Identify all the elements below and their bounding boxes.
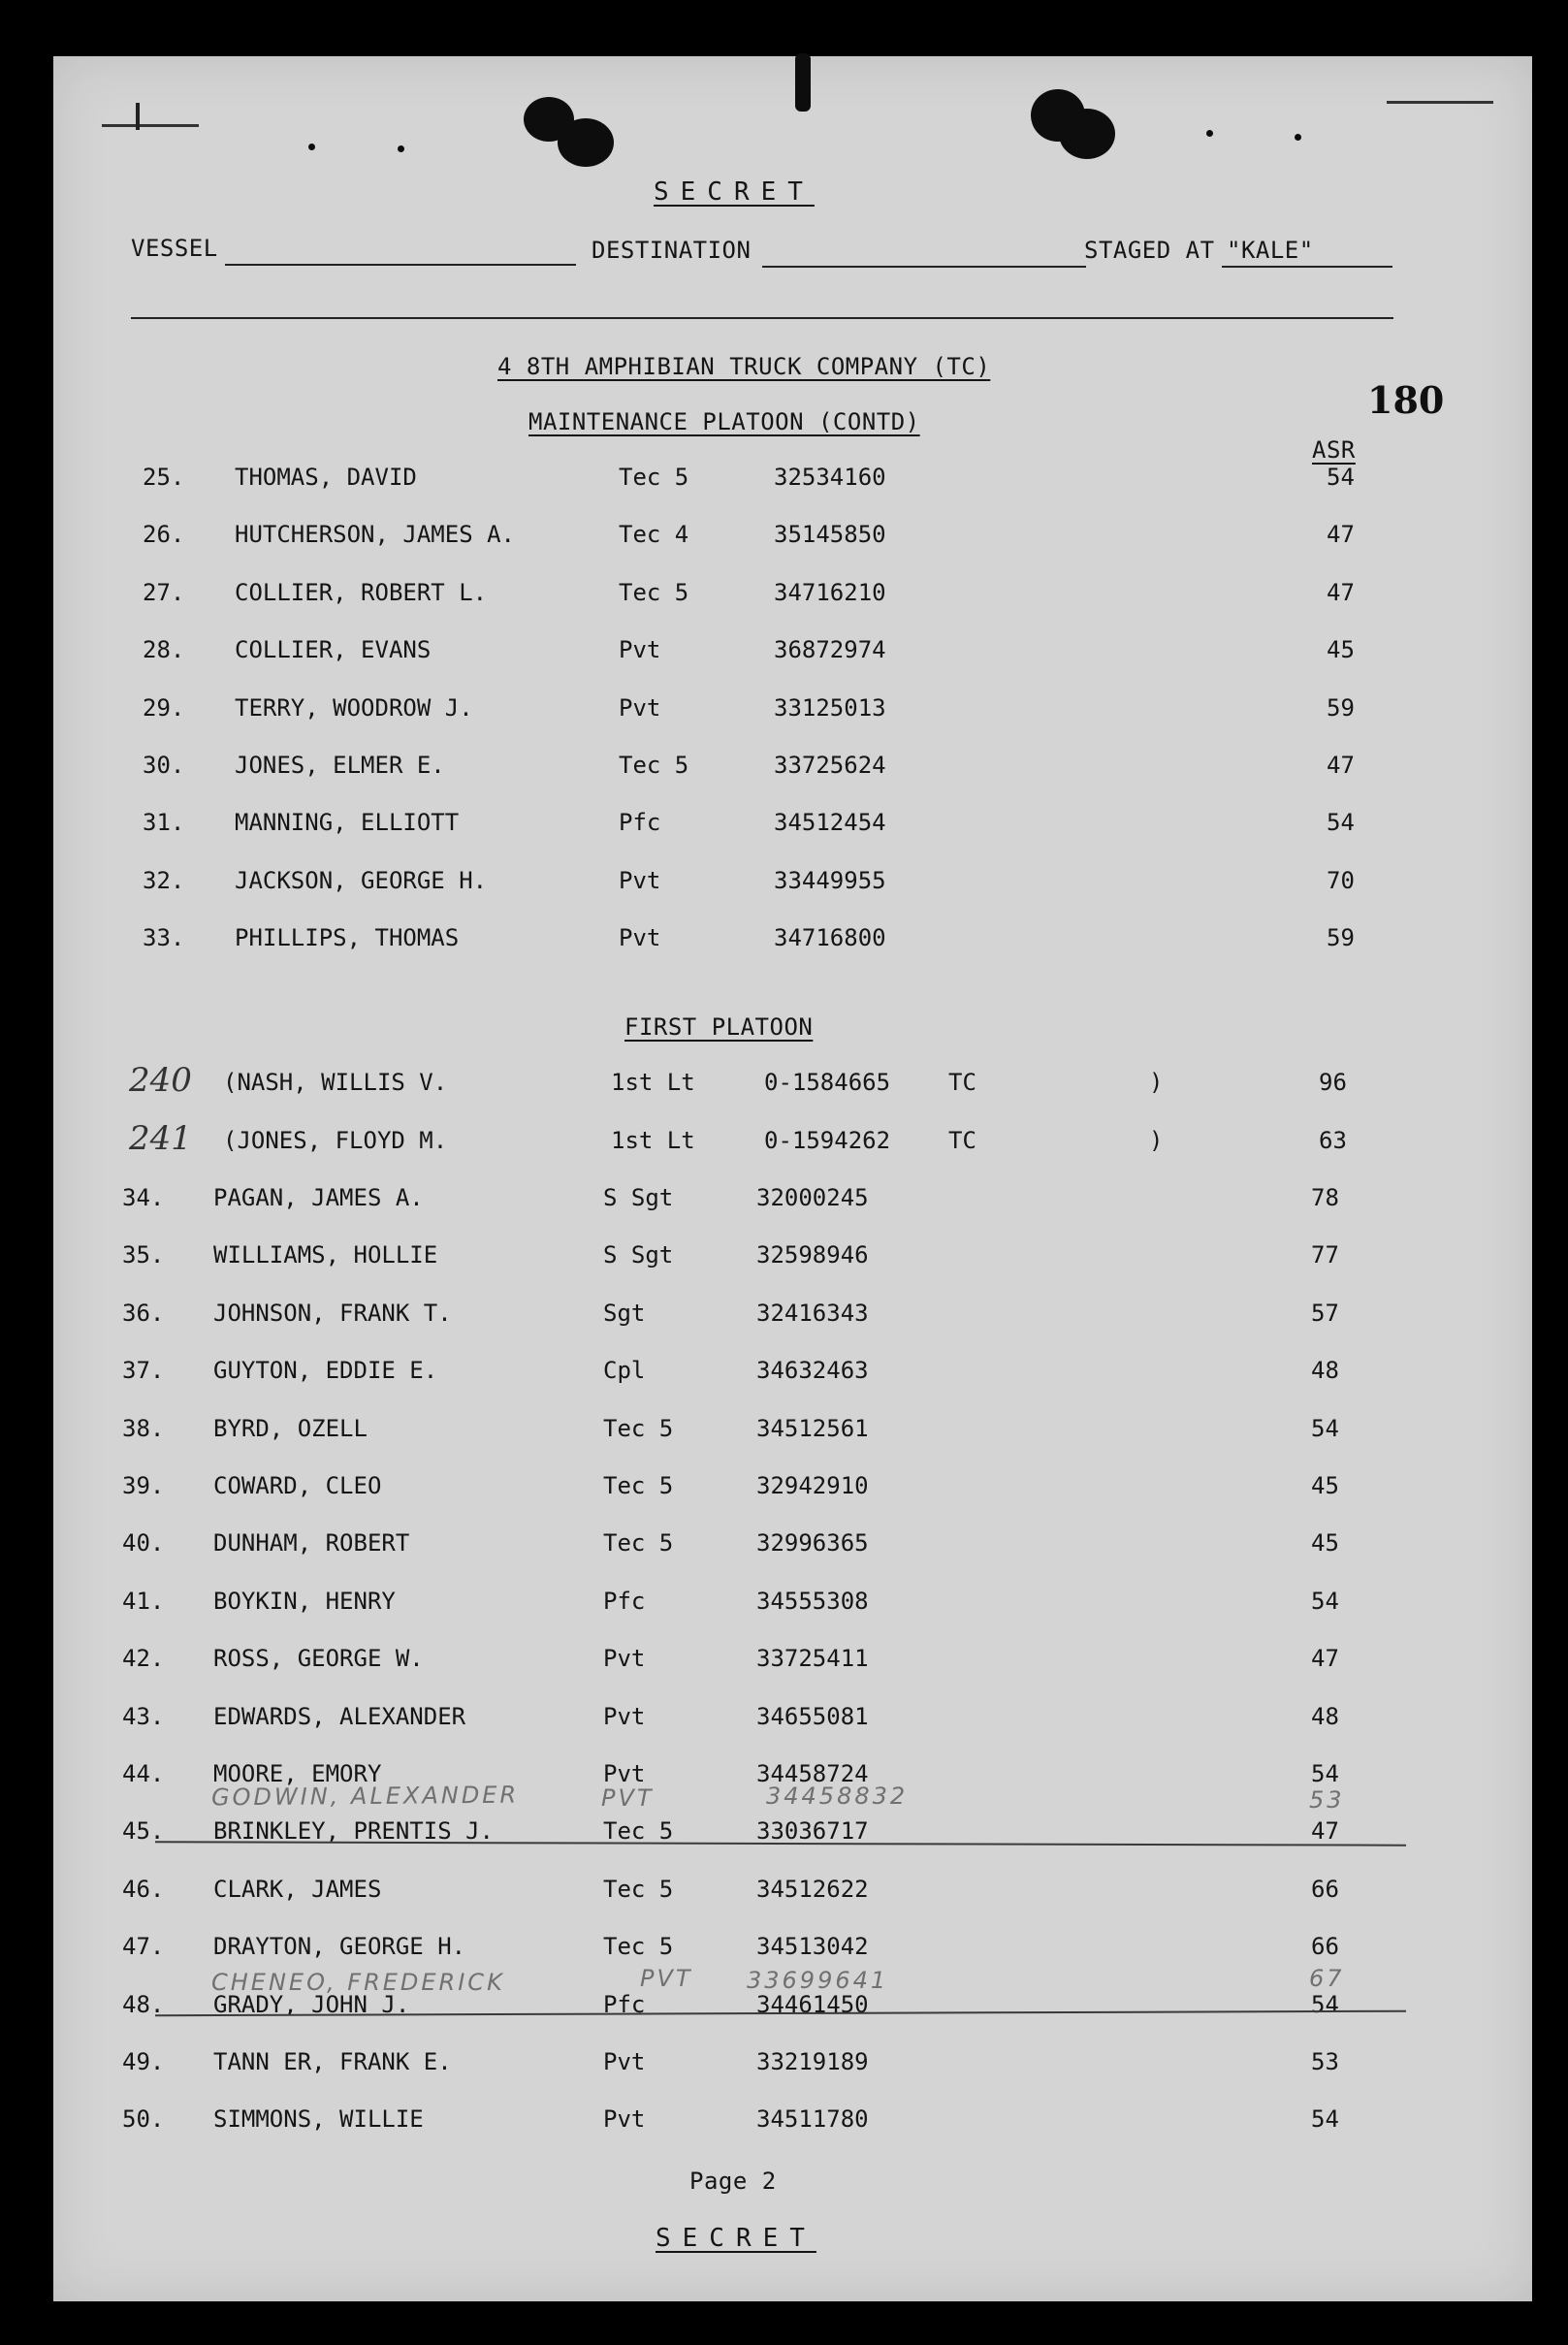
soldier-name: TANN ER, FRANK E. (213, 2048, 452, 2075)
dot-mark (1206, 130, 1213, 137)
rank: Pvt (619, 866, 661, 894)
classification-bottom: SECRET (656, 2224, 816, 2253)
serial-number: 34512622 (756, 1875, 869, 1903)
rank: Pfc (603, 1587, 646, 1615)
rank: Tec 5 (619, 578, 689, 606)
serial-number: 32416343 (756, 1299, 869, 1327)
asr-score: 54 (1327, 464, 1355, 491)
vessel-label: VESSEL (131, 235, 218, 262)
asr-column-header: ASR (1312, 436, 1356, 464)
staged-blank (1222, 266, 1392, 268)
header-rule (131, 317, 1393, 319)
rank: Tec 5 (603, 1472, 674, 1499)
row-number: 32. (143, 866, 185, 894)
soldier-name: JACKSON, GEORGE H. (235, 866, 488, 894)
asr-score: 59 (1327, 693, 1355, 722)
row-number: 45. (122, 1817, 165, 1846)
row-number: 50. (122, 2105, 165, 2134)
asr-score: 48 (1311, 1702, 1339, 1730)
rank: Pfc (619, 809, 661, 837)
rank: S Sgt (603, 1184, 674, 1211)
staged-value: "KALE" (1227, 237, 1314, 264)
row-number: 49. (122, 2048, 165, 2075)
rank: S Sgt (603, 1241, 674, 1269)
serial-number: 34511780 (756, 2105, 869, 2134)
pencil-note-serial: 34458832 (766, 1783, 909, 1810)
roster-row (0, 752, 1568, 785)
soldier-name: EDWARDS, ALEXANDER (213, 1702, 466, 1730)
punch-hole (1059, 109, 1115, 159)
soldier-name: SIMMONS, WILLIE (213, 2105, 424, 2134)
row-number: 26. (143, 521, 185, 549)
serial-number: 0-1584665 (764, 1069, 891, 1096)
asr-score: 59 (1327, 924, 1355, 952)
asr-score: 53 (1311, 2048, 1339, 2075)
serial-number: 33449955 (774, 866, 886, 894)
rank: Pvt (603, 1760, 646, 1787)
asr-score: 78 (1311, 1184, 1339, 1211)
asr-score: 70 (1327, 866, 1355, 894)
serial-number: 32534160 (774, 464, 886, 491)
row-number: 44. (122, 1760, 165, 1787)
officer-name: (JONES, FLOYD M. (223, 1126, 448, 1154)
row-number: 33. (143, 924, 185, 952)
soldier-name: TERRY, WOODROW J. (235, 693, 473, 722)
soldier-name: HUTCHERSON, JAMES A. (235, 521, 515, 549)
rank: Pvt (619, 636, 661, 664)
rank: Tec 5 (603, 1875, 674, 1903)
serial-number: 34461450 (756, 1990, 869, 2018)
platoon-title: MAINTENANCE PLATOON (CONTD) (528, 408, 920, 435)
row-number: 240 (129, 1061, 192, 1100)
officer-row (0, 1118, 1568, 1160)
corner-mark-left (136, 103, 140, 130)
asr-score: 47 (1327, 578, 1355, 606)
dot-mark (1295, 134, 1301, 141)
asr-score: 96 (1319, 1069, 1347, 1096)
rank: Pvt (619, 693, 661, 722)
roster-row (0, 2048, 1568, 2081)
row-number: 35. (122, 1241, 165, 1269)
serial-number: 33125013 (774, 693, 886, 722)
rank: 1st Lt (611, 1126, 695, 1154)
asr-score: 57 (1311, 1299, 1339, 1327)
serial-number: 32942910 (756, 1472, 869, 1499)
roster-row (0, 809, 1568, 842)
rank: Tec 4 (619, 521, 689, 549)
pencil-note-asr: 67 (1309, 1965, 1345, 1992)
bracket: ) (1149, 1069, 1164, 1096)
roster-row (0, 1933, 1568, 1966)
serial-number: 32598946 (756, 1241, 869, 1269)
row-number: 40. (122, 1529, 165, 1558)
soldier-name: MANNING, ELLIOTT (235, 809, 460, 837)
roster-row (0, 1241, 1568, 1274)
asr-score: 48 (1311, 1357, 1339, 1385)
page-number: Page 2 (689, 2168, 777, 2195)
row-number: 29. (143, 693, 185, 722)
rank: Pvt (603, 1702, 646, 1730)
row-number: 42. (122, 1645, 165, 1673)
asr-score: 45 (1311, 1472, 1339, 1499)
soldier-name: PAGAN, JAMES A. (213, 1184, 424, 1211)
rank: Pvt (619, 924, 661, 952)
roster-row (0, 1703, 1568, 1736)
corner-mark-left (102, 124, 199, 127)
serial-number: 34555308 (756, 1587, 869, 1615)
soldier-name: COWARD, CLEO (213, 1472, 382, 1499)
serial-number: 34716800 (774, 924, 886, 952)
soldier-name: JOHNSON, FRANK T. (213, 1299, 452, 1327)
branch: TC (948, 1126, 976, 1154)
pencil-note-asr: 53 (1309, 1786, 1345, 1814)
row-number: 36. (122, 1299, 165, 1327)
soldier-name: BYRD, OZELL (213, 1414, 368, 1442)
asr-score: 54 (1311, 1990, 1339, 2018)
row-number: 46. (122, 1875, 165, 1903)
soldier-name: JONES, ELMER E. (235, 752, 445, 779)
roster-row (0, 694, 1568, 727)
soldier-name: COLLIER, ROBERT L. (235, 578, 488, 606)
soldier-name: GRADY, JOHN J. (213, 1990, 410, 2018)
bracket: ) (1149, 1126, 1164, 1154)
soldier-name: BRINKLEY, PRENTIS J. (213, 1817, 494, 1846)
serial-number: 32996365 (756, 1529, 869, 1558)
roster-row (0, 1529, 1568, 1562)
asr-score: 45 (1311, 1529, 1339, 1558)
rank: Pvt (603, 2105, 646, 2134)
rank: Tec 5 (619, 464, 689, 491)
pencil-note-rank: PVT (640, 1965, 693, 1992)
serial-number: 34512454 (774, 809, 886, 837)
row-number: 43. (122, 1702, 165, 1730)
serial-number: 33219189 (756, 2048, 869, 2075)
serial-number: 36872974 (774, 636, 886, 664)
serial-number: 33725411 (756, 1645, 869, 1673)
roster-row (0, 867, 1568, 900)
pencil-note-serial: 33699641 (747, 1967, 889, 1994)
roster-row (0, 1876, 1568, 1909)
rank: Cpl (603, 1357, 646, 1385)
rank: 1st Lt (611, 1069, 695, 1096)
branch: TC (948, 1069, 976, 1096)
rank: Tec 5 (603, 1529, 674, 1558)
soldier-name: ROSS, GEORGE W. (213, 1645, 424, 1673)
serial-number: 34458724 (756, 1760, 869, 1787)
officer-name: (NASH, WILLIS V. (223, 1069, 448, 1096)
roster-row (0, 924, 1568, 957)
rank: Pvt (603, 1645, 646, 1673)
row-number: 39. (122, 1472, 165, 1499)
rank: Pvt (603, 2048, 646, 2075)
roster-row (0, 1588, 1568, 1621)
row-number: 241 (129, 1118, 192, 1158)
serial-number: 33725624 (774, 752, 886, 779)
asr-score: 54 (1311, 1414, 1339, 1442)
unit-title: 4 8TH AMPHIBIAN TRUCK COMPANY (TC) (497, 353, 991, 380)
row-number: 28. (143, 636, 185, 664)
soldier-name: CLARK, JAMES (213, 1875, 382, 1903)
asr-score: 54 (1311, 1760, 1339, 1787)
serial-number: 34632463 (756, 1357, 869, 1385)
officer-row (0, 1061, 1568, 1102)
first-platoon-title: FIRST PLATOON (624, 1013, 814, 1041)
staged-label: STAGED AT (1084, 237, 1215, 264)
destination-label: DESTINATION (592, 237, 752, 264)
asr-score: 47 (1327, 521, 1355, 549)
serial-number: 34716210 (774, 578, 886, 606)
asr-score: 47 (1311, 1817, 1339, 1846)
pencil-note-name: CHENEO, FREDERICK (211, 1969, 505, 1996)
roster-row (0, 521, 1568, 554)
asr-score: 54 (1327, 809, 1355, 837)
rank: Tec 5 (603, 1817, 674, 1846)
row-number: 25. (143, 464, 185, 491)
soldier-name: BOYKIN, HENRY (213, 1587, 396, 1615)
soldier-name: COLLIER, EVANS (235, 636, 432, 664)
row-number: 34. (122, 1184, 165, 1211)
vessel-blank (225, 264, 576, 266)
rank: Tec 5 (603, 1414, 674, 1442)
soldier-name: GUYTON, EDDIE E. (213, 1357, 438, 1385)
roster-row (0, 1357, 1568, 1390)
soldier-name: MOORE, EMORY (213, 1760, 382, 1787)
destination-blank (762, 266, 1086, 268)
asr-score: 47 (1311, 1645, 1339, 1673)
soldier-name: DUNHAM, ROBERT (213, 1529, 410, 1558)
serial-number: 34512561 (756, 1414, 869, 1442)
row-number: 41. (122, 1587, 165, 1615)
asr-score: 47 (1327, 752, 1355, 779)
serial-number: 0-1594262 (764, 1126, 891, 1154)
serial-number: 35145850 (774, 521, 886, 549)
corner-number: 180 (1367, 378, 1445, 422)
asr-score: 66 (1311, 1875, 1339, 1903)
asr-score: 54 (1311, 1587, 1339, 1615)
roster-row (0, 1300, 1568, 1333)
soldier-name: WILLIAMS, HOLLIE (213, 1241, 438, 1269)
row-number: 47. (122, 1933, 165, 1961)
serial-number: 33036717 (756, 1817, 869, 1846)
classification-top: SECRET (654, 177, 815, 207)
dot-mark (308, 144, 315, 150)
roster-row (0, 464, 1568, 497)
asr-score: 66 (1311, 1933, 1339, 1961)
roster-row (0, 579, 1568, 612)
row-number: 38. (122, 1414, 165, 1442)
row-number: 30. (143, 752, 185, 779)
dot-mark (398, 145, 404, 152)
serial-number: 34655081 (756, 1702, 869, 1730)
serial-number: 32000245 (756, 1184, 869, 1211)
roster-row (0, 1184, 1568, 1217)
rank: Tec 5 (619, 752, 689, 779)
roster-row (0, 636, 1568, 669)
row-number: 48. (122, 1990, 165, 2018)
serial-number: 34513042 (756, 1933, 869, 1961)
asr-score: 54 (1311, 2105, 1339, 2134)
roster-row (0, 2105, 1568, 2138)
roster-row (0, 1415, 1568, 1448)
pencil-note-name: GODWIN, ALEXANDER (210, 1781, 520, 1812)
punch-mark (795, 53, 811, 112)
rank: Tec 5 (603, 1933, 674, 1961)
asr-score: 63 (1319, 1126, 1347, 1154)
punch-hole (558, 118, 614, 167)
rank: Pfc (603, 1990, 646, 2018)
row-number: 27. (143, 578, 185, 606)
pencil-note-rank: PVT (601, 1784, 655, 1812)
asr-score: 77 (1311, 1241, 1339, 1269)
roster-row (0, 1645, 1568, 1678)
asr-score: 45 (1327, 636, 1355, 664)
corner-mark-right (1387, 101, 1493, 104)
soldier-name: THOMAS, DAVID (235, 464, 417, 491)
roster-row (0, 1472, 1568, 1505)
row-number: 31. (143, 809, 185, 837)
soldier-name: DRAYTON, GEORGE H. (213, 1933, 466, 1961)
soldier-name: PHILLIPS, THOMAS (235, 924, 460, 952)
row-number: 37. (122, 1357, 165, 1385)
rank: Sgt (603, 1299, 646, 1327)
